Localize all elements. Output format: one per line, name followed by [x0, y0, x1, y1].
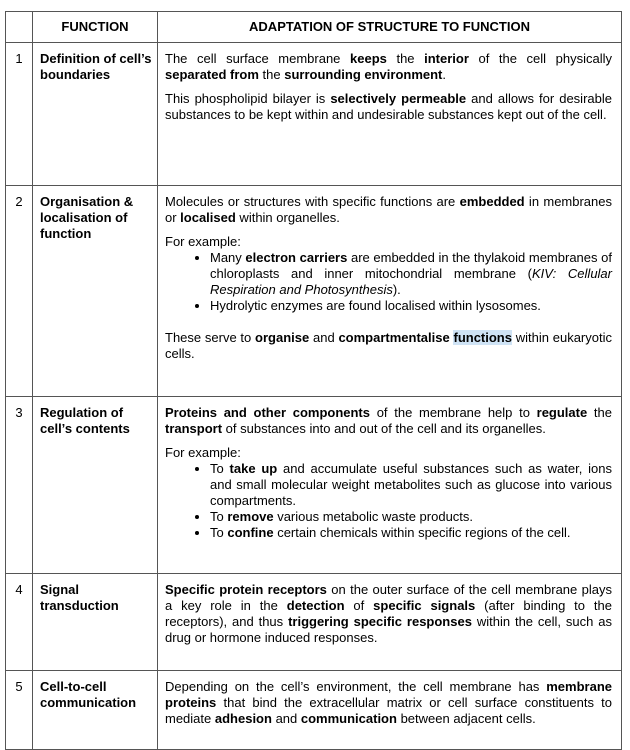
description-paragraph: Molecules or structures with specific functions are embedded in membranes or localised within organelles. [165, 194, 612, 225]
description-paragraph: Depending on the cell’s environment, the cell membrane has membrane proteins that bind the extracellular matrix or cell surface constituents to mediate adhesion and communication between adjacent cells. [165, 679, 612, 726]
row-function: Definition of cell’s boundaries [33, 43, 158, 186]
example-list [165, 461, 612, 541]
header-function: FUNCTION [33, 12, 158, 43]
row-number: 2 [6, 186, 33, 397]
row-description [158, 43, 622, 186]
table-row [6, 574, 622, 671]
list-item: • Many electron carriers are embedded in the thylakoid membranes of chloroplasts and inner mitochondrial membrane (KIV: Cellular Respiration and Photosynthesis). [210, 250, 612, 298]
row-number: 3 [6, 397, 33, 574]
row-function: Organisation & localisation of function [33, 186, 158, 397]
description-paragraph: This phospholipid bilayer is selectively permeable and allows for desirable substances to be kept within and undesirable substances kept out of the cell. [165, 91, 612, 122]
list-item: • To remove various metabolic waste products. [210, 509, 612, 525]
row-number: 1 [6, 43, 33, 186]
description-paragraph: The cell surface membrane keeps the interior of the cell physically separated from the surrounding environment. [165, 51, 612, 82]
example-label: For example: [165, 445, 241, 460]
list-item: • To confine certain chemicals within specific regions of the cell. [210, 525, 612, 541]
header-number [6, 12, 33, 43]
row-description [158, 671, 622, 750]
table-header-row [6, 12, 622, 43]
function-adaptation-table [5, 11, 622, 750]
description-paragraph: Proteins and other components of the membrane help to regulate the transport of substances into and out of the cell and its organelles. [165, 405, 612, 436]
example-label: For example: [165, 234, 241, 249]
description-paragraph: These serve to organise and compartmentalise functions within eukaryotic cells. [165, 330, 612, 361]
list-item: • Hydrolytic enzymes are found localised within lysosomes. [210, 298, 612, 314]
row-function: Regulation of cell’s contents [33, 397, 158, 574]
row-description [158, 397, 622, 574]
row-function: Cell-to-cell communication [33, 671, 158, 750]
header-adaptation: ADAPTATION OF STRUCTURE TO FUNCTION [158, 12, 622, 43]
table-row [6, 397, 622, 574]
row-number: 4 [6, 574, 33, 671]
example-list [165, 250, 612, 314]
row-description [158, 186, 622, 397]
description-paragraph: Specific protein receptors on the outer surface of the cell membrane plays a key role in the detection of specific signals (after binding to the receptors), and thus triggering specific responses within the cell, such as drug or hormone induced responses. [165, 582, 612, 645]
table-row [6, 671, 622, 750]
row-description [158, 574, 622, 671]
list-item: • To take up and accumulate useful substances such as water, ions and small molecular weight metabolites such as glucose into various compartments. [210, 461, 612, 509]
row-function: Signal transduction [33, 574, 158, 671]
row-number: 5 [6, 671, 33, 750]
table-row [6, 43, 622, 186]
table-row [6, 186, 622, 397]
